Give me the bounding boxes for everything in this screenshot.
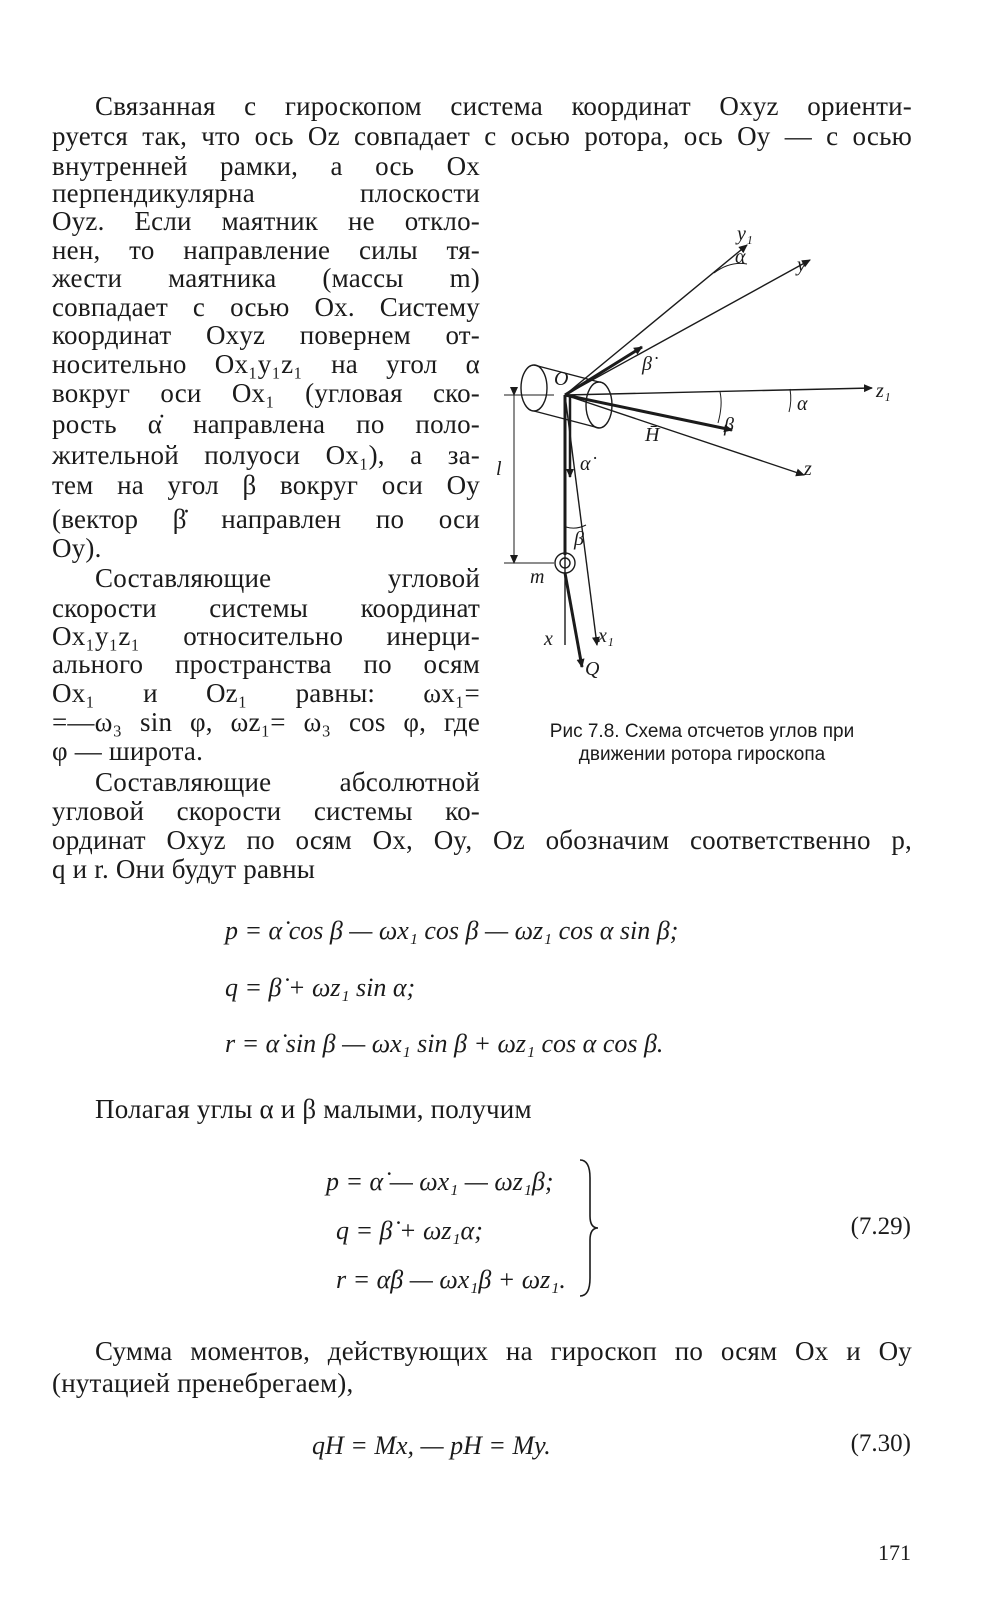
- text-line: внутренней рамки, а ось Ox: [52, 151, 480, 181]
- text-line: нен, то направление силы тя-: [52, 235, 480, 265]
- rotor-front-ellipse: [521, 365, 547, 411]
- text-line: совпадает с осью Ox. Систему: [52, 292, 480, 322]
- equation-r-small: r = α̇β — ωx₁β + ωz₁.: [336, 1265, 566, 1294]
- figure-caption-line-2: движении ротора гироскопа: [578, 744, 826, 765]
- label-x: x: [544, 628, 553, 650]
- text-line: Ox₁ и Oz₁ равны: ωx₁=: [52, 678, 480, 708]
- axis-z: [565, 395, 804, 475]
- label-z: z: [804, 458, 812, 480]
- text-line: тем на угол β вокруг оси Oy: [52, 470, 480, 500]
- text-line: жести маятника (массы m): [52, 263, 480, 293]
- text-line: Сумма моментов, действующих на гироскоп по осям Ox и Oy: [95, 1336, 912, 1366]
- text-line: вокруг оси Ox₁ (угловая ско-: [52, 378, 480, 408]
- axis-y: [565, 260, 810, 395]
- label-Q: Q: [585, 658, 600, 680]
- vector-Q: [565, 573, 582, 667]
- label-x1: x₁: [598, 625, 614, 647]
- label-m: m: [530, 566, 545, 588]
- paragraph-4: Полагая углы α и β малыми, получим: [95, 1094, 532, 1124]
- label-l: l: [496, 458, 502, 480]
- label-beta-right: β: [724, 414, 734, 436]
- equation-r: r = α̇ sin β — ωx₁ sin β + ωz₁ cos α cos β.: [225, 1029, 664, 1058]
- equation-number-7-29: (7.29): [850, 1213, 911, 1240]
- equation-q-small: q = β̇ + ωz₁α;: [336, 1216, 483, 1245]
- label-beta-lower: β: [574, 528, 584, 550]
- text-line: φ — широта.: [52, 736, 204, 766]
- text-line: (вектор β̇ направлен по оси: [52, 504, 480, 534]
- text-line: Составляющие угловой: [95, 563, 480, 593]
- label-beta-dot: β̇: [642, 353, 652, 375]
- label-y1: y₁: [737, 223, 753, 245]
- axis-y1: [565, 245, 747, 395]
- text-line: координат Oxyz повернем от-: [52, 320, 480, 350]
- text-line: Oyz. Если маятник не откло-: [52, 206, 480, 236]
- equation-p: p = α̇ cos β — ωx₁ cos β — ωz₁ cos α sin β;: [225, 916, 679, 945]
- label-alpha-dot: α̇: [580, 453, 591, 475]
- arc-alpha-right: [789, 389, 791, 412]
- system-brace: [578, 1158, 600, 1298]
- equation-7-30: qH = Mx, — pH = My.: [312, 1431, 551, 1460]
- text-line: Составляющие абсолютной: [95, 767, 480, 797]
- label-y: y: [797, 254, 806, 276]
- text-line: руется так, что ось Oz совпадает с осью ротора, ось Oy — с осью: [52, 121, 912, 151]
- equation-p-small: p = α̇ — ωx₁ — ωz₁β;: [326, 1167, 554, 1196]
- label-alpha-top: α: [735, 246, 746, 268]
- text-line: Связанная с гироскопом система координат Oxyz ориенти-: [95, 91, 912, 121]
- text-line: =—ω₃ sin φ, ωz₁= ω₃ cos φ, где: [52, 707, 480, 737]
- text-line: (нутацией пренебрегаем),: [52, 1368, 354, 1398]
- page-number: 171: [878, 1540, 911, 1565]
- equation-q: q = β̇ + ωz₁ sin α;: [225, 973, 416, 1002]
- figure-caption-line-1: Рис 7.8. Схема отсчетов углов при: [549, 721, 855, 742]
- vector-beta-dot: [565, 347, 642, 395]
- label-O: O: [554, 368, 569, 390]
- text-line: носительно Ox₁y₁z₁ на угол α: [52, 349, 480, 379]
- text-line: жительной полуоси Ox₁), а за-: [52, 440, 480, 470]
- label-z1: z₁: [876, 380, 891, 402]
- label-alpha-right: α: [797, 393, 808, 415]
- text-line: угловой скорости системы ко-: [52, 796, 480, 826]
- label-H: H̄: [645, 424, 660, 446]
- text-line: скорости системы координат: [52, 593, 480, 623]
- arc-beta-right: [718, 392, 721, 423]
- text-line: Ox₁y₁z₁ относительно инерци-: [52, 621, 480, 651]
- gyroscope-angle-diagram: [492, 205, 932, 705]
- equation-number-7-30: (7.30): [850, 1430, 911, 1457]
- text-line: ального пространства по осям: [52, 649, 480, 679]
- text-line: q и r. Они будут равны: [52, 854, 316, 884]
- axis-z1: [565, 388, 872, 395]
- text-line: рость α̇ направлена по поло-: [52, 409, 480, 439]
- text-line: Oy).: [52, 533, 102, 563]
- text-line: перпендикулярна плоскости: [52, 178, 480, 208]
- text-line: ординат Oxyz по осям Ox, Oy, Oz обозначим соответственно p,: [52, 825, 912, 855]
